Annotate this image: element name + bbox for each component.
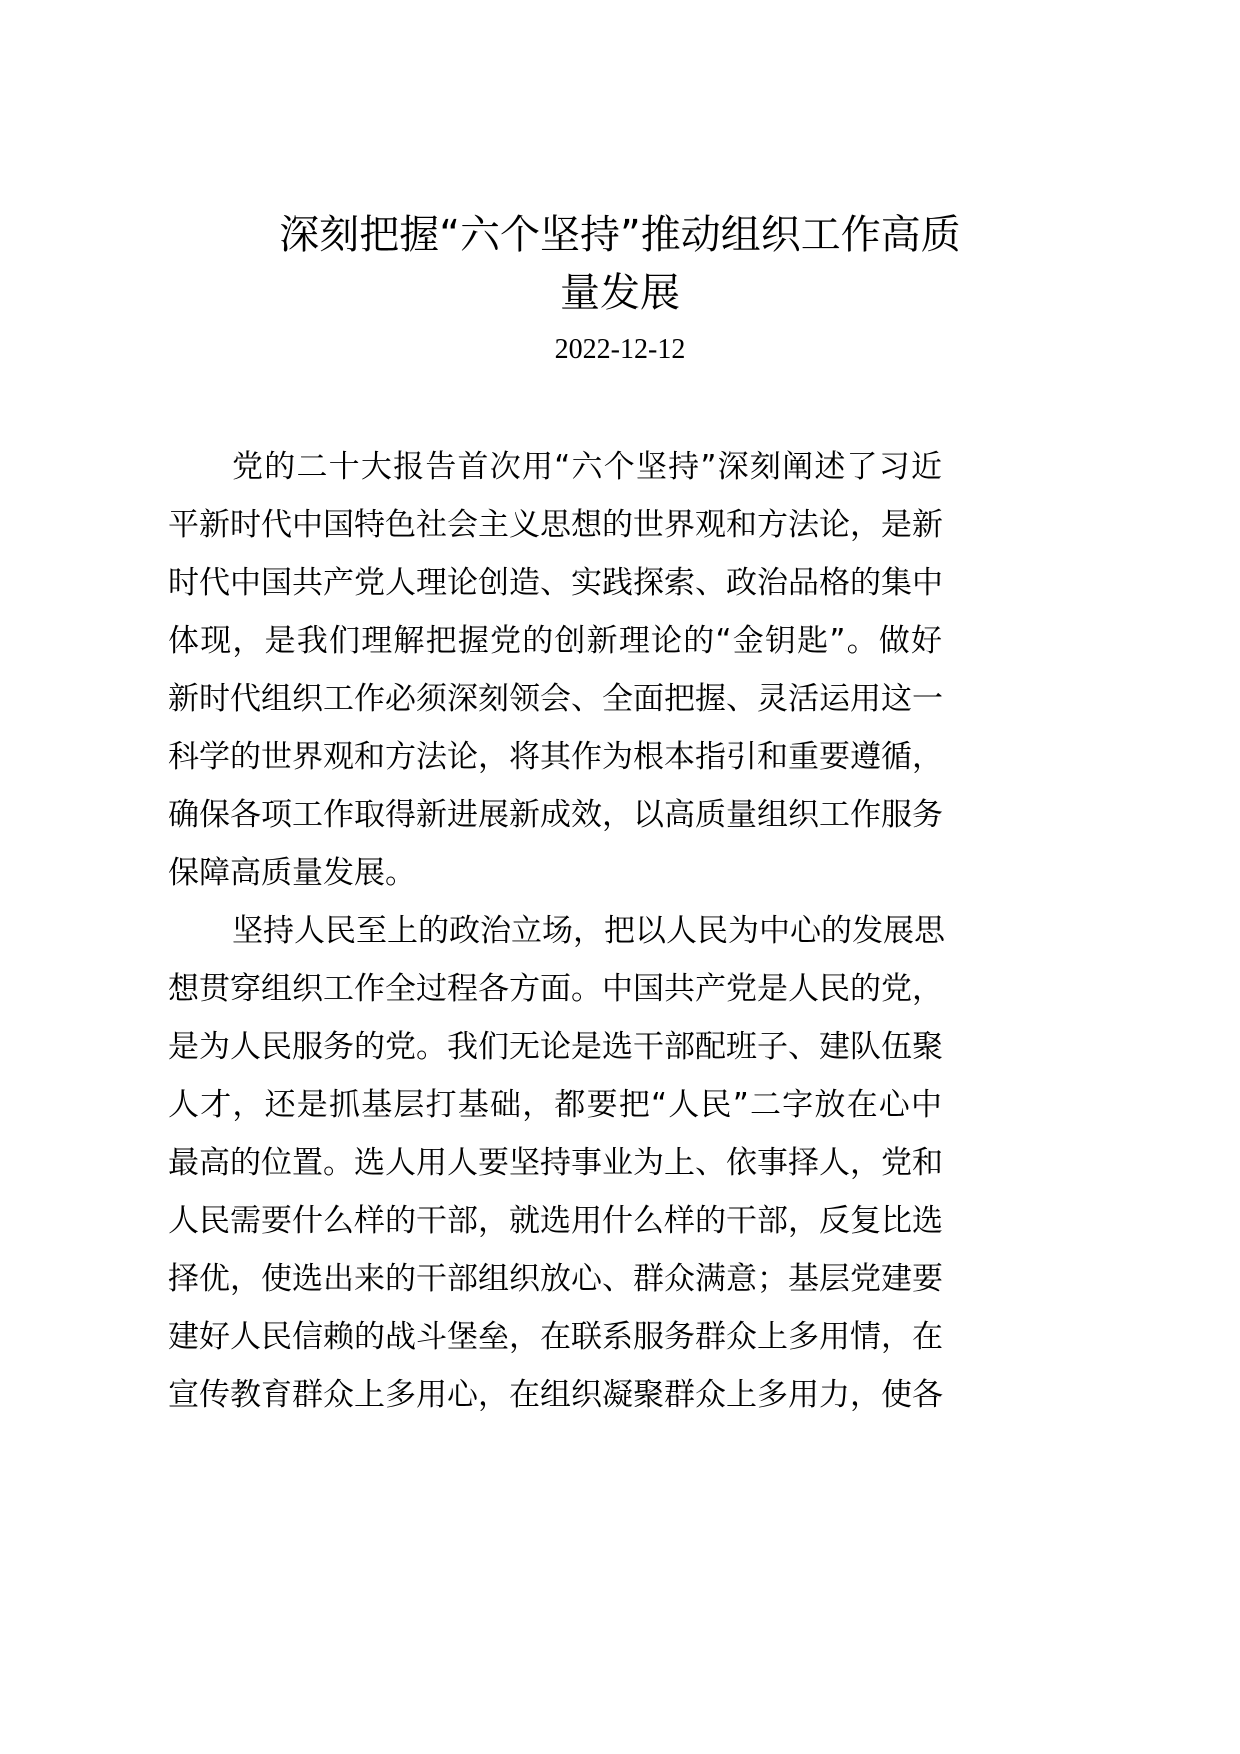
publish-date: 2022-12-12	[554, 334, 686, 365]
text-line: 保障高质量发展。	[168, 855, 416, 891]
text-line: 人民需要什么样的干部，就选用什么样的干部，反复比选	[168, 1203, 943, 1239]
text-line: 是为人民服务的党。我们无论是选干部配班子、建队伍聚	[168, 1029, 943, 1065]
title-line: 深刻把握“六个坚持”推动组织工作高质	[279, 212, 961, 258]
text-line: 人才，还是抓基层打基础，都要把“人民”二字放在心中	[168, 1087, 942, 1123]
text-line: 择优，使选出来的干部组织放心、群众满意；基层党建要	[168, 1261, 943, 1297]
text-line: 时代中国共产党人理论创造、实践探索、政治品格的集中	[168, 565, 943, 601]
text-line: 坚持人民至上的政治立场，把以人民为中心的发展思	[232, 913, 945, 949]
text-line: 宣传教育群众上多用心，在组织凝聚群众上多用力，使各	[168, 1377, 943, 1413]
text-line: 新时代组织工作必须深刻领会、全面把握、灵活运用这一	[168, 681, 943, 717]
document-title	[0, 206, 1240, 322]
text-line: 党的二十大报告首次用“六个坚持”深刻阐述了习近	[232, 449, 942, 485]
text-line: 平新时代中国特色社会主义思想的世界观和方法论，是新	[168, 507, 943, 543]
paragraph-1	[168, 438, 942, 902]
title-line: 量发展	[560, 270, 680, 316]
paragraph-2	[168, 902, 945, 1424]
text-line: 确保各项工作取得新进展新成效，以高质量组织工作服务	[168, 797, 943, 833]
text-line: 建好人民信赖的战斗堡垒，在联系服务群众上多用情，在	[168, 1319, 943, 1355]
text-line: 体现，是我们理解把握党的创新理论的“金钥匙”。做好	[168, 623, 942, 659]
text-line: 科学的世界观和方法论，将其作为根本指引和重要遵循，	[168, 739, 943, 775]
document-body	[168, 438, 945, 1424]
text-line: 想贯穿组织工作全过程各方面。中国共产党是人民的党，	[168, 971, 943, 1007]
text-line: 最高的位置。选人用人要坚持事业为上、依事择人，党和	[168, 1145, 943, 1181]
